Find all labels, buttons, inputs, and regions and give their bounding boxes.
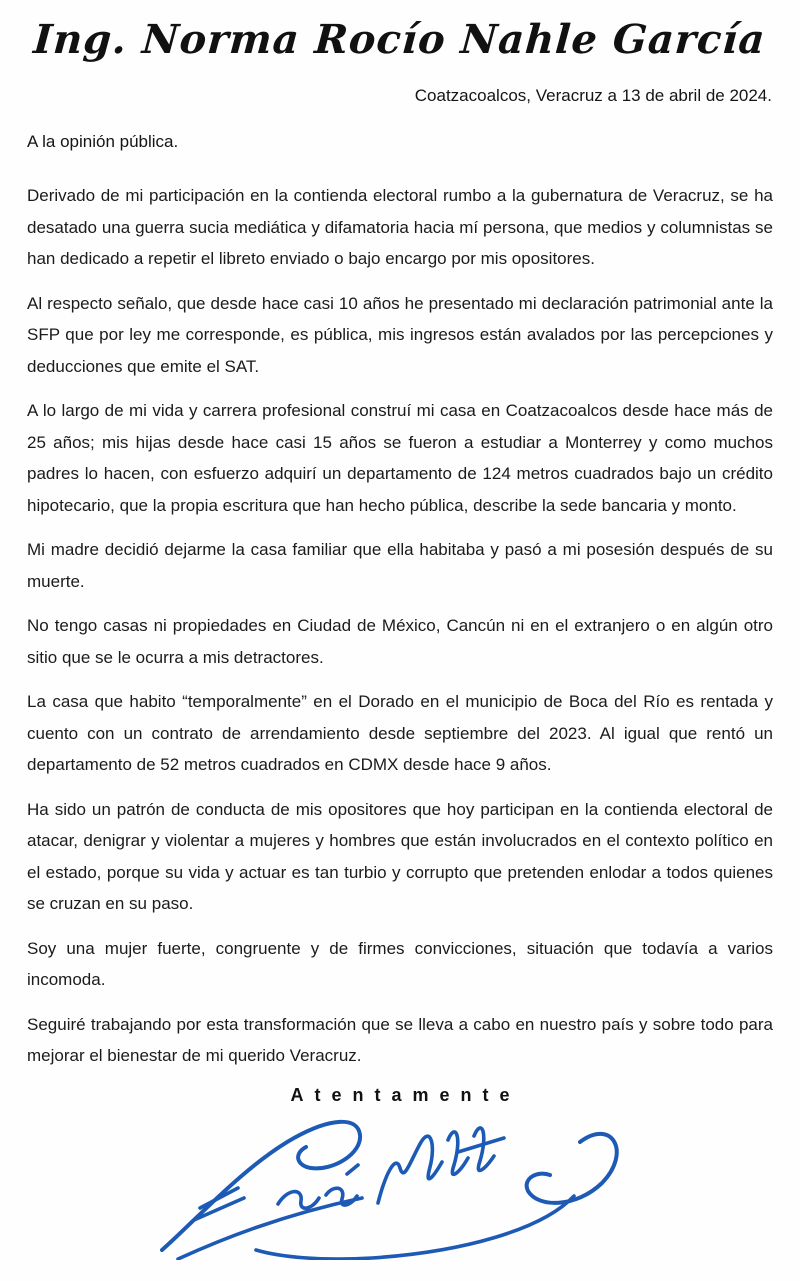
paragraph-3: A lo largo de mi vida y carrera profesional construí mi casa en Coatzacoalcos desde hace más de 25 años; mis hijas desde hace casi 15 años se fueron a estudiar a Monterrey y como muchos padres lo hacen, con esfuerzo adquirí un departamento de 124 metros cuadrados bajo un crédito hipotecario, que la propia escritura que han hecho pública, describe la sede bancaria y monto. — [27, 401, 773, 515]
signature-image — [160, 1110, 640, 1260]
paragraph-4: Mi madre decidió dejarme la casa familiar que ella habitaba y pasó a mi posesión después de su muerte. — [27, 540, 773, 591]
paragraph-9: Seguiré trabajando por esta transformación que se lleva a cabo en nuestro país y sobre todo para mejorar el bienestar de mi querido Veracruz. — [27, 1014, 773, 1065]
dateline: Coatzacoalcos, Veracruz a 13 de abril de 2024. — [414, 86, 772, 105]
paragraph-5: No tengo casas ni propiedades en Ciudad de México, Cancún ni en el extranjero o en algún otro sitio que se le ocurra a mis detractores. — [27, 616, 773, 667]
closing-atentamente: Atentamente — [290, 1084, 521, 1105]
signature-ink — [162, 1121, 617, 1258]
salutation: A la opinión pública. — [27, 132, 179, 151]
letter-body — [27, 180, 773, 1072]
letterhead-name: Ing. Norma Rocío Nahle García — [31, 16, 768, 63]
paragraph-2: Al respecto señalo, que desde hace casi 10 años he presentado mi declaración patrimonial ante la SFP que por ley me corresponde, es pública, mis ingresos están avalados por las percepciones y deducciones que emite el SAT. — [27, 293, 773, 376]
paragraph-1: Derivado de mi participación en la contienda electoral rumbo a la gubernatura de Veracruz, se ha desatado una guerra sucia mediática y difamatoria hacia mí persona, que medios y columnistas se han dedicado a repetir el libreto enviado o bajo encargo por mis opositores. — [27, 186, 773, 268]
paragraph-8: Soy una mujer fuerte, congruente y de firmes convicciones, situación que todavía a varios incomoda. — [27, 938, 773, 989]
paragraph-6: La casa que habito “temporalmente” en el Dorado en el municipio de Boca del Río es rentada y cuento con un contrato de arrendamiento desde septiembre del 2023. Al igual que rentó un departamento de 52 metros cuadrados en CDMX desde hace 9 años. — [27, 692, 773, 774]
signature — [0, 1110, 800, 1260]
paragraph-7: Ha sido un patrón de conducta de mis opositores que hoy participan en la contienda electoral de atacar, denigrar y violentar a mujeres y hombres que están involucrados en el contexto político en el estado, porque su vida y actuar es tan turbio y corrupto que pretenden enlodar a todos quienes se cruzan en su paso. — [27, 799, 773, 913]
